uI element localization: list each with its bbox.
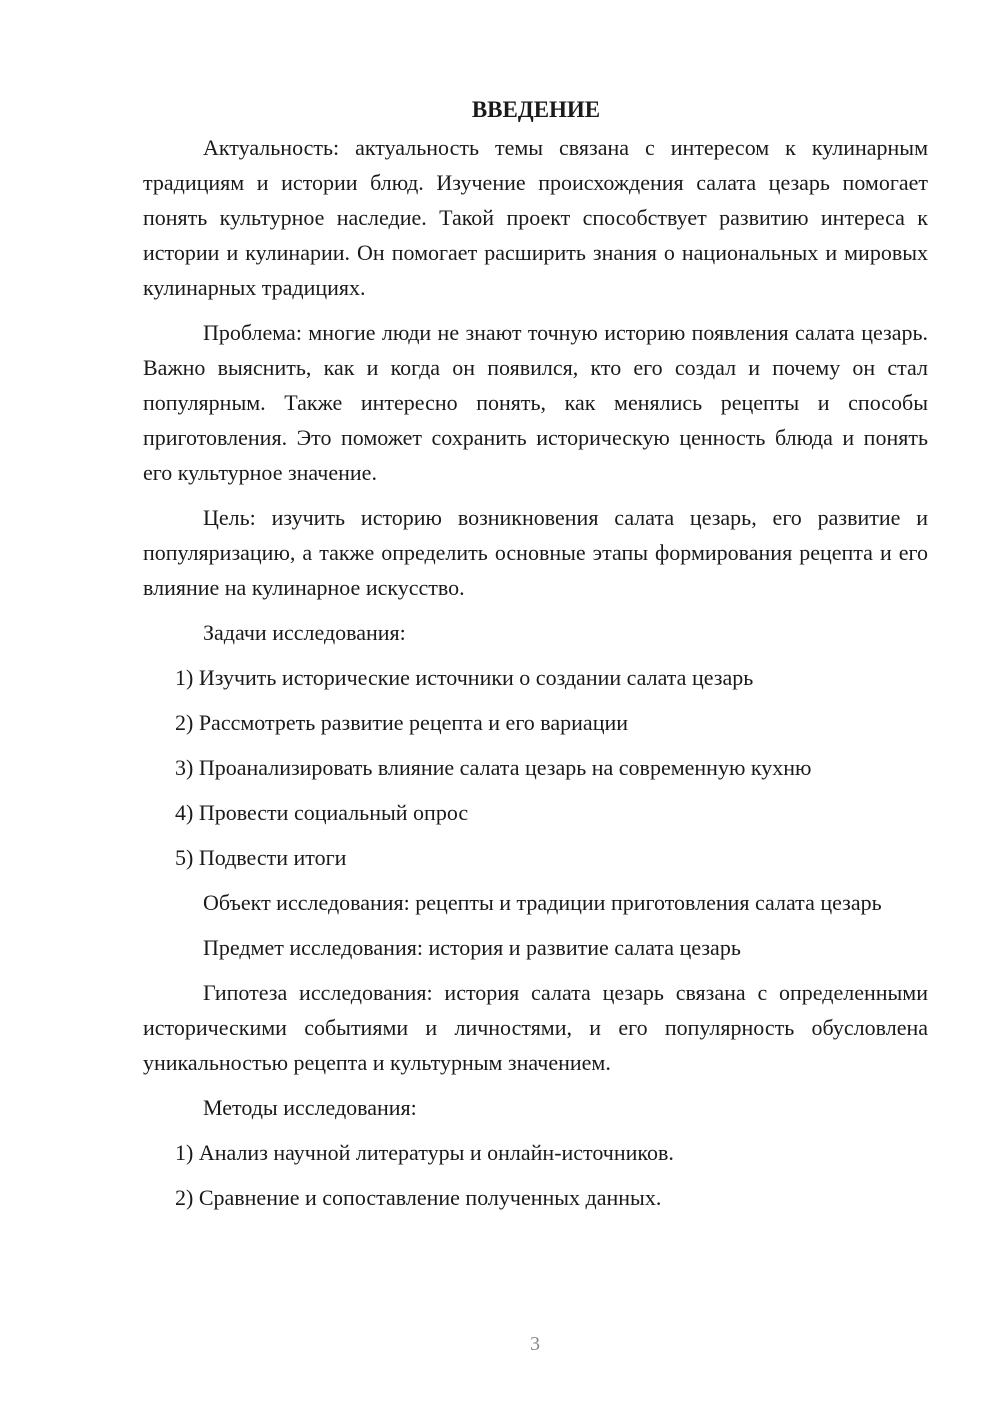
list-item: 1) Изучить исторические источники о создании салата цезарь [175, 665, 754, 690]
relevance-paragraph: Актуальность: актуальность темы связана с интересом к кулинарным традициям и истории блюд. Изучение происхождения салата цезарь помогает понять культурное наследие. Такой проект способствует развитию интереса к истории и кулинарии. Он помогает расширить знания о национальных и мировых кулинарных традициях. [143, 135, 928, 300]
document-page [143, 95, 928, 1225]
tasks-list [143, 660, 928, 875]
tasks-label: Задачи исследования: [203, 620, 406, 645]
list-item: 3) Проанализировать влияние салата цезарь на современную кухню [175, 755, 812, 780]
page-title: ВВЕДЕНИЕ [471, 97, 601, 122]
subject-paragraph: Предмет исследования: история и развитие салата цезарь [203, 935, 741, 960]
goal-paragraph: Цель: изучить историю возникновения салата цезарь, его развитие и популяризацию, а также определить основные этапы формирования рецепта и его влияние на кулинарное искусство. [143, 505, 928, 600]
list-item: 2) Рассмотреть развитие рецепта и его вариации [175, 710, 629, 735]
list-item: 4) Провести социальный опрос [175, 800, 469, 825]
list-item: 2) Сравнение и сопоставление полученных данных. [175, 1185, 662, 1210]
page-number: 3 [530, 1333, 540, 1355]
problem-paragraph: Проблема: многие люди не знают точную историю появления салата цезарь. Важно выяснить, как и когда он появился, кто его создал и почему он стал популярным. Также интересно понять, как менялись рецепты и способы приготовления. Это поможет сохранить историческую ценность блюда и понять его культурное значение. [143, 320, 928, 485]
list-item: 5) Подвести итоги [175, 845, 347, 870]
methods-label: Методы исследования: [203, 1095, 417, 1120]
object-paragraph: Объект исследования: рецепты и традиции приготовления салата цезарь [203, 890, 882, 915]
methods-list [143, 1135, 928, 1215]
list-item: 1) Анализ научной литературы и онлайн-источников. [175, 1140, 674, 1165]
hypothesis-paragraph: Гипотеза исследования: история салата цезарь связана с определенными историческими событиями и личностями, и его популярность обусловлена уникальностью рецепта и культурным значением. [143, 980, 928, 1075]
